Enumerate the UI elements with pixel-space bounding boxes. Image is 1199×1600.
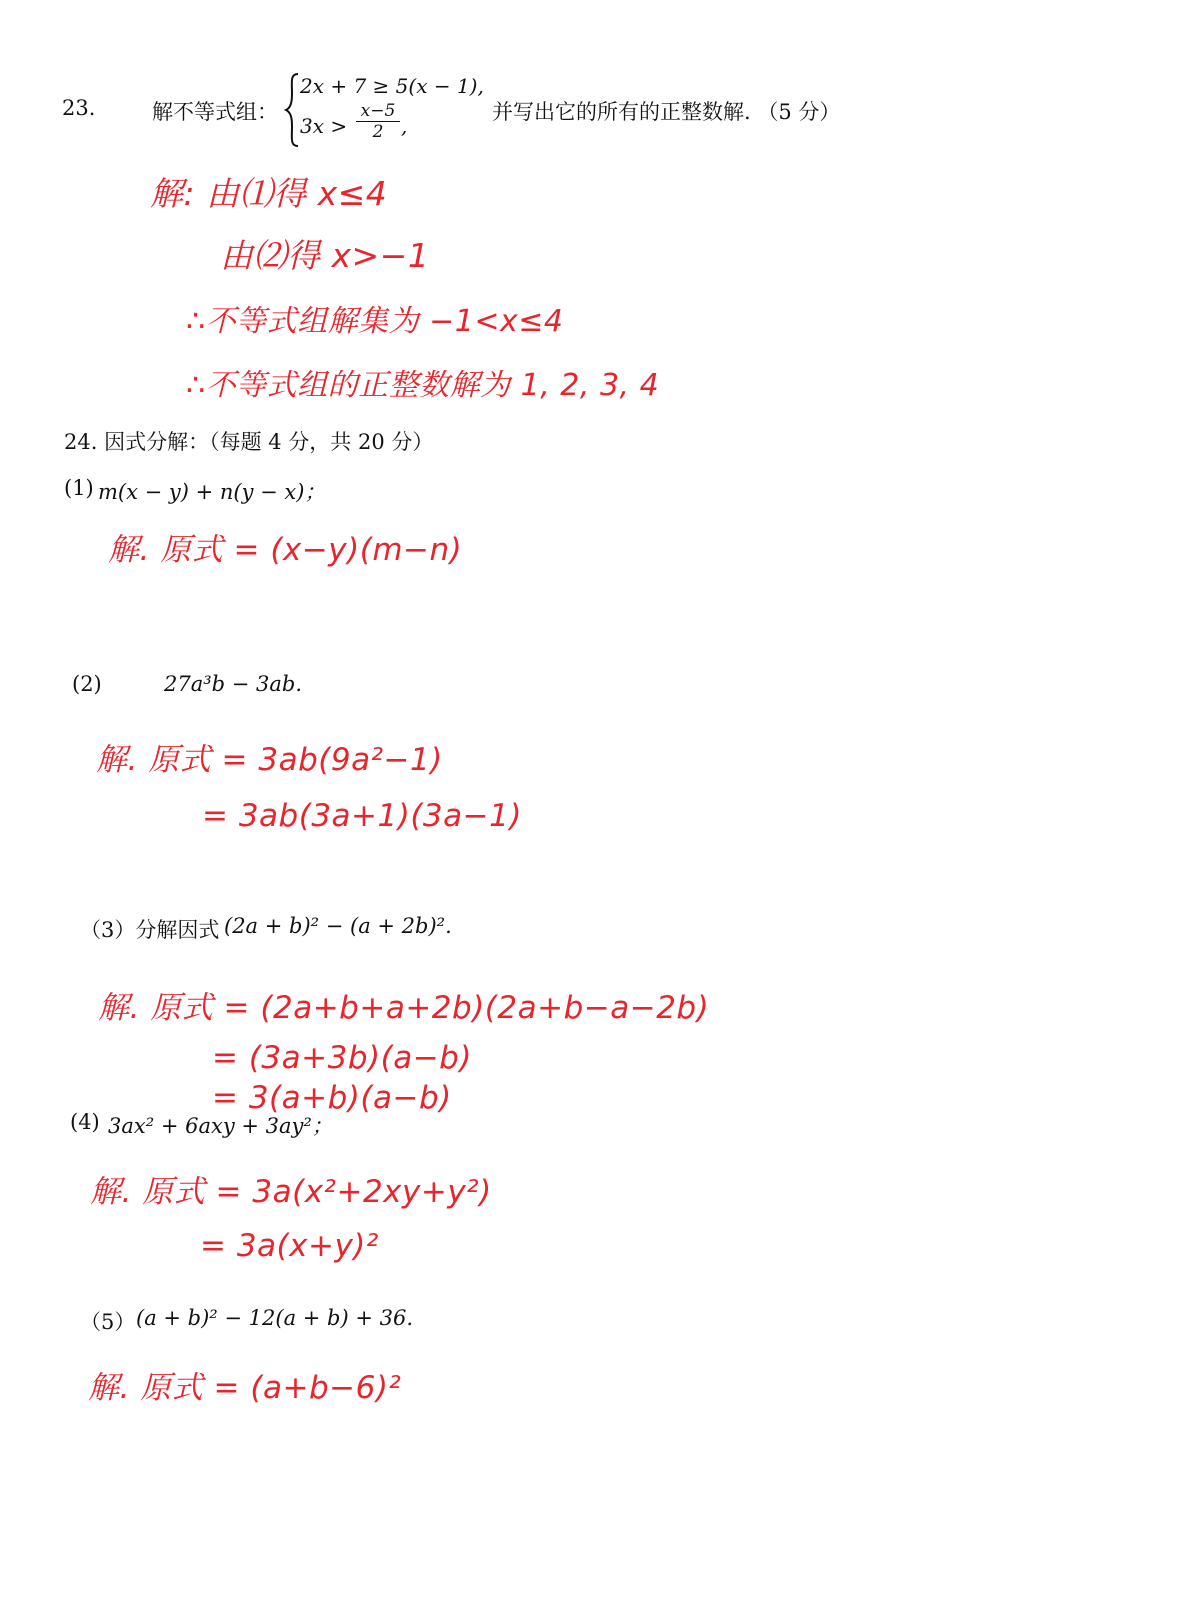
part-4-answer-line-1: 解. 原式 = 3a(x²+2xy+y²) <box>90 1174 492 1210</box>
part-3-expression: (2a + b)² − (a + 2b)². <box>224 914 452 938</box>
part-2-answer-line-2: = 3ab(3a+1)(3a−1) <box>202 798 522 834</box>
system-line-2-comma: , <box>401 114 408 138</box>
system-line-2-left: 3x > <box>300 114 348 138</box>
part-1-expression: m(x − y) + n(y − x)； <box>98 480 326 504</box>
part-3-label: （3）分解因式 <box>80 918 220 942</box>
q23-answer-line-3: ∴不等式组解集为 −1<x≤4 <box>186 304 564 339</box>
part-2-label: (2) <box>72 672 102 696</box>
q23-answer-line-4: ∴不等式组的正整数解为 1, 2, 3, 4 <box>186 368 660 403</box>
q23-answer-line-1: 解: 由⑴得 x≤4 <box>150 174 388 213</box>
question-23-suffix: 并写出它的所有的正整数解. （5 分） <box>492 100 841 124</box>
question-23-prompt: 解不等式组： <box>152 100 278 124</box>
question-23-number: 23. <box>62 96 96 120</box>
part-5-label: （5） <box>80 1310 136 1334</box>
question-24-title: 24. 因式分解：（每题 4 分，共 20 分） <box>64 430 434 454</box>
part-5-answer-line-1: 解. 原式 = (a+b−6)² <box>88 1370 402 1406</box>
fraction-numerator: x−5 <box>356 101 400 122</box>
part-4-label: (4) <box>70 1110 100 1134</box>
system-line-1: 2x + 7 ≥ 5(x − 1), <box>300 74 484 98</box>
part-2-answer-line-1: 解. 原式 = 3ab(9a²−1) <box>96 742 443 778</box>
fraction-denominator: 2 <box>372 122 384 142</box>
part-4-answer-line-2: = 3a(x+y)² <box>200 1228 379 1264</box>
q23-answer-line-2: 由⑵得 x>−1 <box>220 236 430 275</box>
system-fraction <box>356 101 400 142</box>
part-3-answer-line-2: = (3a+3b)(a−b) <box>212 1040 472 1076</box>
part-3-answer-line-1: 解. 原式 = (2a+b+a+2b)(2a+b−a−2b) <box>98 990 710 1026</box>
part-5-expression: (a + b)² − 12(a + b) + 36. <box>136 1306 414 1330</box>
part-4-expression: 3ax² + 6axy + 3ay²； <box>108 1114 333 1138</box>
system-brace-icon <box>284 72 300 148</box>
part-1-label: (1) <box>64 476 94 500</box>
part-1-answer-line-1: 解. 原式 = (x−y)(m−n) <box>108 532 463 568</box>
part-3-answer-line-3: = 3(a+b)(a−b) <box>212 1080 452 1116</box>
part-2-expression: 27a³b − 3ab. <box>164 672 303 696</box>
